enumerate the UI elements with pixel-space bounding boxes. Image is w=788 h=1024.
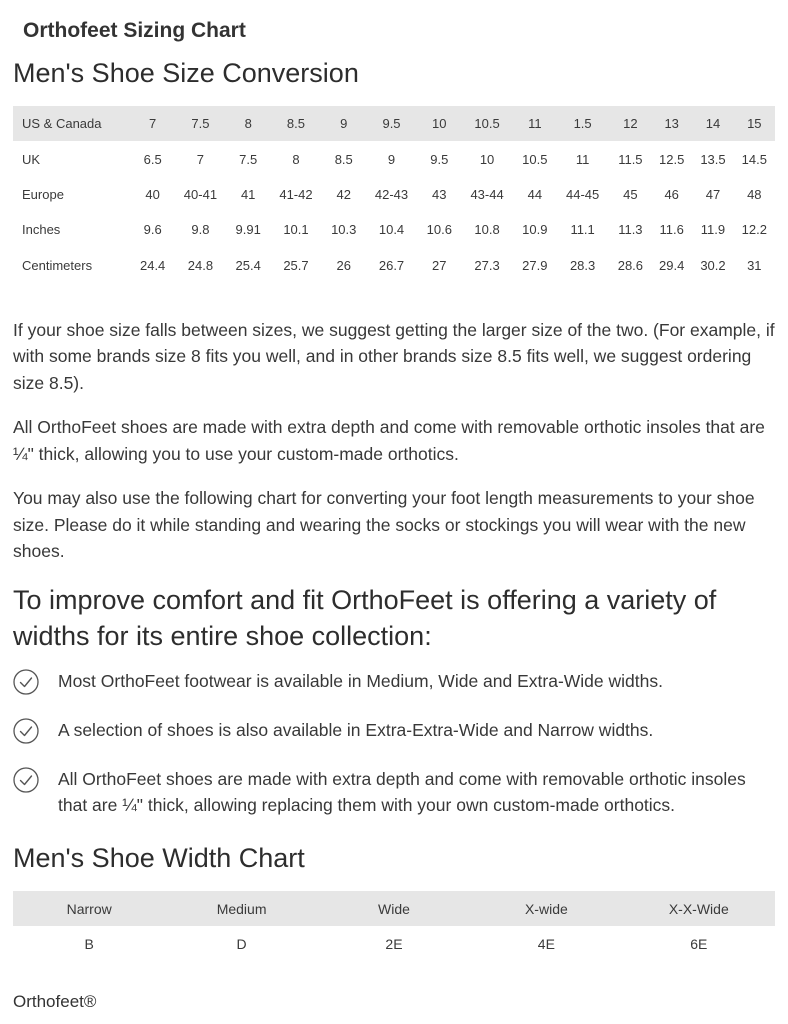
table-cell: 9.8	[191, 222, 210, 238]
table-cell: 9.91	[235, 222, 261, 238]
check-circle-icon	[13, 669, 39, 695]
width-value-cell: 6E	[690, 936, 708, 953]
table-row	[13, 248, 775, 283]
table-cell: 15	[747, 116, 762, 132]
table-cell: 43	[432, 186, 447, 202]
table-cell: 11	[575, 151, 590, 167]
width-header-cell: Narrow	[66, 900, 112, 917]
list-item	[13, 717, 775, 744]
width-header-cell: X-wide	[524, 900, 568, 917]
width-header-cell: X-X-Wide	[668, 900, 729, 917]
feature-text: Most OrthoFeet footwear is available in Medium, Wide and Extra-Wide widths.	[58, 670, 663, 691]
table-cell: 41	[240, 186, 256, 202]
table-cell: 25.7	[283, 257, 309, 273]
foot-length-paragraph: You may also use the following chart for converting your foot length measurements to your shoe size. Please do it while standing and wearing the socks or stockings you will wear with the new shoes.	[13, 488, 755, 562]
table-cell: 41-42	[279, 186, 313, 202]
width-value-cell: 4E	[537, 936, 555, 953]
table-cell: 42	[336, 186, 351, 202]
table-cell: 25.4	[235, 257, 261, 273]
table-cell: 9.5	[382, 116, 401, 132]
table-cell: 9	[340, 116, 348, 132]
table-cell: 11.3	[618, 222, 643, 238]
table-cell: 11.6	[659, 222, 684, 238]
table-cell: 10.3	[331, 222, 357, 238]
row-label: Inches	[22, 222, 61, 238]
table-cell: 8.5	[286, 116, 305, 132]
page-title: Orthofeet Sizing Chart	[23, 19, 246, 42]
size-header-row	[13, 106, 775, 141]
table-cell: 26.7	[378, 257, 405, 273]
row-label: Europe	[22, 186, 64, 202]
feature-text: A selection of shoes is also available in Extra-Extra-Wide and Narrow widths.	[58, 719, 654, 740]
table-cell: 13	[664, 116, 679, 132]
table-cell: 43-44	[470, 186, 504, 202]
table-cell: 8	[244, 116, 252, 132]
table-cell: 8	[292, 151, 300, 167]
width-chart-table	[13, 891, 775, 962]
table-cell: 12	[623, 116, 638, 132]
width-header-cell: Wide	[378, 900, 410, 917]
feature-text: All OrthoFeet shoes are made with extra depth and come with removable orthotic insoles that are ¼" thick, allowing replacing them with your own custom-made orthotics.	[58, 768, 746, 816]
table-cell: 27.3	[474, 257, 500, 273]
list-item	[13, 668, 775, 695]
size-conversion-table	[13, 106, 775, 283]
table-cell: 46	[664, 186, 679, 202]
table-cell: 11	[528, 116, 542, 132]
size-conversion-title: Men's Shoe Size Conversion	[13, 58, 359, 88]
table-cell: 10.1	[283, 222, 309, 238]
table-cell: 8.5	[334, 151, 353, 167]
table-cell: 24.8	[187, 257, 214, 273]
table-cell: 7	[149, 116, 157, 132]
row-label: UK	[22, 151, 41, 167]
width-header-row	[13, 891, 775, 927]
extra-depth-paragraph: All OrthoFeet shoes are made with extra depth and come with removable orthotic insoles that are ¼" thick, allowing you to use your custom-made orthotics.	[13, 417, 765, 464]
table-cell: 40-41	[183, 186, 218, 202]
row-label: Centimeters	[22, 257, 93, 273]
check-circle-icon	[13, 718, 39, 744]
table-cell: 10.6	[426, 222, 452, 238]
table-cell: 11.1	[570, 222, 595, 238]
table-cell: 40	[145, 186, 160, 202]
table-cell: 47	[705, 186, 721, 202]
table-row	[13, 212, 775, 247]
table-cell: 10.5	[474, 116, 500, 132]
table-cell: 13.5	[700, 151, 726, 167]
table-cell: 14.5	[741, 151, 767, 167]
table-cell: 30.2	[700, 257, 726, 273]
table-cell: 9.6	[143, 222, 162, 238]
table-cell: 12.2	[741, 222, 767, 238]
table-cell: 10	[479, 151, 495, 167]
table-cell: 29.4	[659, 257, 685, 273]
table-cell: 12.5	[659, 151, 685, 167]
width-value-row	[13, 926, 775, 962]
table-cell: 10.5	[522, 151, 548, 167]
table-cell: 9.5	[430, 151, 449, 167]
table-cell: 11.9	[700, 222, 726, 238]
table-cell: 26	[336, 257, 351, 273]
table-row	[13, 141, 775, 176]
table-cell: 10.9	[522, 222, 548, 238]
check-circle-icon	[13, 767, 39, 793]
list-item	[13, 766, 775, 819]
table-cell: 6.5	[143, 151, 162, 167]
table-cell: 28.3	[569, 257, 596, 273]
table-cell: 9	[387, 151, 396, 167]
width-value-cell: B	[84, 936, 94, 953]
width-features-list	[13, 668, 775, 819]
table-cell: 42-43	[374, 186, 409, 202]
table-row	[13, 177, 775, 212]
table-cell: 10	[432, 116, 447, 132]
width-value-cell: D	[236, 936, 247, 953]
width-value-cell: 2E	[385, 936, 403, 953]
between-sizes-paragraph: If your shoe size falls between sizes, we suggest getting the larger size of the two. (For example, if with some brands size 8 fits you well, and in other brands size 8.5 fits well, we suggest ordering size 8.5).	[13, 319, 775, 393]
table-cell: 7.5	[239, 151, 258, 167]
table-cell: 7	[196, 151, 205, 167]
table-cell: 14	[705, 116, 721, 132]
table-cell: 7.5	[191, 116, 210, 132]
row-label: US & Canada	[22, 116, 102, 132]
table-cell: 48	[747, 186, 762, 202]
table-cell: 45	[623, 186, 638, 202]
widths-heading: To improve comfort and fit OrthoFeet is offering a variety of widths for its entire shoe collection:	[13, 584, 717, 651]
table-cell: 11.5	[618, 151, 643, 167]
table-cell: 27	[432, 257, 447, 273]
table-cell: 1.5	[573, 116, 592, 132]
table-cell: 31	[747, 257, 762, 273]
table-cell: 24.4	[139, 257, 166, 273]
width-chart-title: Men's Shoe Width Chart	[13, 842, 305, 873]
table-cell: 44-45	[565, 186, 600, 202]
footer-brand: Orthofeet®	[13, 991, 97, 1011]
width-header-cell: Medium	[216, 900, 267, 917]
table-cell: 10.8	[474, 222, 500, 238]
table-cell: 10.4	[378, 222, 405, 238]
table-cell: 28.6	[617, 257, 644, 273]
table-cell: 27.9	[522, 257, 548, 273]
table-cell: 44	[527, 186, 543, 202]
